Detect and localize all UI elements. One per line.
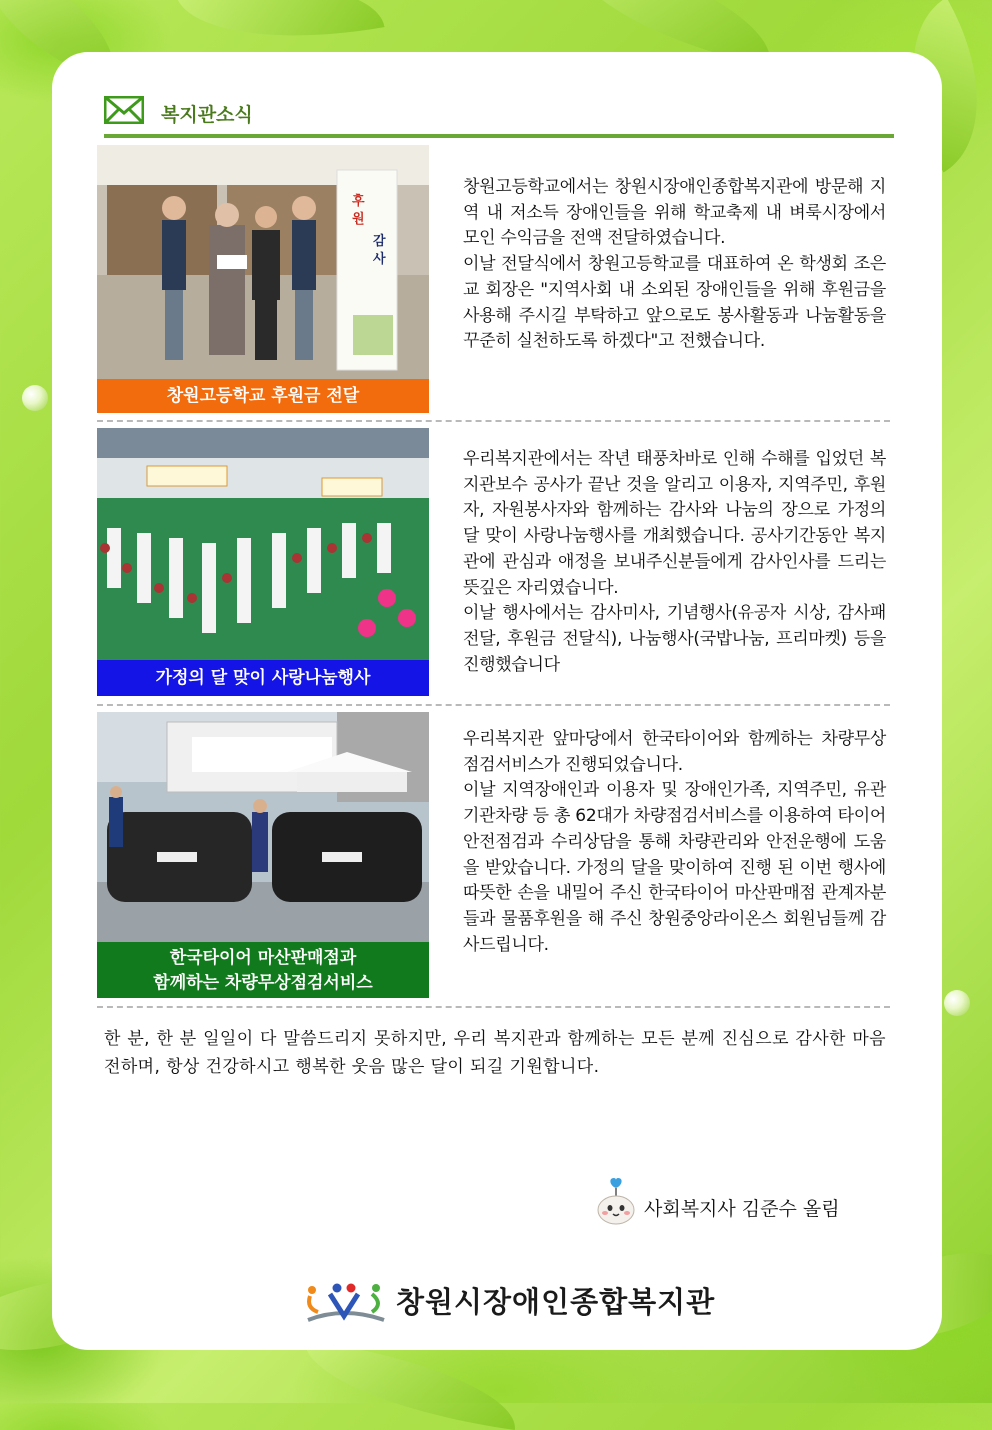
tire-service-photo — [97, 712, 429, 942]
tire-service-caption-line2: 함께하는 차량무상점검서비스 — [153, 973, 373, 993]
tire-service-caption — [97, 942, 429, 998]
svg-text:원: 원 — [352, 212, 365, 227]
article-paragraph: 이날 지역장애인과 이용자 및 장애인가족, 지역주민, 유관기관차량 등 총 62대가 차량점검서비스를 이용하여 타이어 안전점검과 수리상담을 통해 차량관리와 안전운행에 도움을 받았습니다. 가정의 달을 맞이하여 진행 된 이번 행사에 따뜻한 손을 내밀어 주신 한국타이어 마산판매점 관계자분들과 물품후원을 해 주신 창원중앙라이온스 회원님들께 감사드립니다. — [463, 780, 886, 955]
article-tire-service — [97, 712, 890, 998]
article-paragraph: 창원고등학교에서는 창원시장애인종합복지관에 방문해 지역 내 저소득 장애인들을 위해 학교축제 내 벼룩시장에서 모인 수익금을 전액 전달하였습니다. — [463, 177, 886, 249]
leaf-decoration — [297, 1340, 523, 1430]
school-donation-photo — [97, 145, 429, 379]
water-drop-decoration — [944, 990, 970, 1016]
article-school-donation — [97, 145, 890, 413]
article-divider — [97, 1006, 890, 1008]
signature — [594, 1176, 894, 1226]
section-title: 복지관소식 — [161, 104, 253, 126]
article-divider — [97, 420, 890, 422]
organization-logo — [300, 1276, 716, 1328]
svg-text:후: 후 — [352, 194, 365, 209]
family-month-event-caption: 가정의 달 맞이 사랑나눔행사 — [97, 660, 429, 696]
water-drop-decoration — [22, 385, 48, 411]
article-divider — [97, 704, 890, 706]
organization-emblem-icon — [300, 1278, 390, 1328]
envelope-icon — [104, 96, 144, 124]
svg-text:감: 감 — [373, 234, 386, 249]
section-header — [104, 94, 894, 140]
family-month-event-photo — [97, 428, 429, 660]
article-family-month-event — [97, 428, 890, 696]
header-divider — [104, 134, 894, 138]
family-month-event-text — [463, 447, 886, 678]
svg-text:사: 사 — [373, 252, 386, 267]
signature-text: 사회복지사 김준수 올림 — [644, 1198, 840, 1220]
article-paragraph: 우리복지관에서는 작년 태풍차바로 인해 수해를 입었던 복지관보수 공사가 끝난 것을 알리고 이용자, 지역주민, 후원자, 자원봉사자와 함께하는 감사와 나눔의 장으로 가정의 달 맞이 사랑나눔행사를 개최했습니다. 공사기간동안 복지관에 관심과 애정을 보내주신분들에게 감사인사를 드리는 뜻깊은 자리였습니다. — [463, 449, 886, 598]
closing-message: 한 분, 한 분 일일이 다 말씀드리지 못하지만, 우리 복지관과 함께하는 모든 분께 진심으로 감사한 마음 전하며, 항상 건강하시고 행복한 웃음 많은 달이 되길 기원합니다. — [104, 1029, 886, 1077]
tire-service-text — [463, 727, 886, 958]
organization-name: 창원시장애인종합복지관 — [396, 1285, 716, 1319]
tire-service-caption-line1: 한국타이어 마산판매점과 — [169, 948, 357, 968]
article-paragraph: 우리복지관 앞마당에서 한국타이어와 함께하는 차량무상점검서비스가 진행되었습니다. — [463, 729, 886, 775]
article-paragraph: 이날 행사에서는 감사미사, 기념행사(유공자 시상, 감사패 전달, 후원금 전달식), 나눔행사(국밥나눔, 프리마켓) 등을 진행했습니다 — [463, 603, 886, 675]
school-donation-caption: 창원고등학교 후원금 전달 — [97, 379, 429, 413]
article-paragraph: 이날 전달식에서 창원고등학교를 대표하여 온 학생회 조은교 회장은 "지역사회 내 소외된 장애인들을 위해 후원금을 사용해 주시길 부탁하고 앞으로도 봉사활동과 나눔활동을 꾸준히 실천하도록 하겠다"고 전했습니다. — [463, 254, 886, 352]
school-donation-text — [463, 175, 886, 355]
mascot-icon — [594, 1176, 638, 1226]
